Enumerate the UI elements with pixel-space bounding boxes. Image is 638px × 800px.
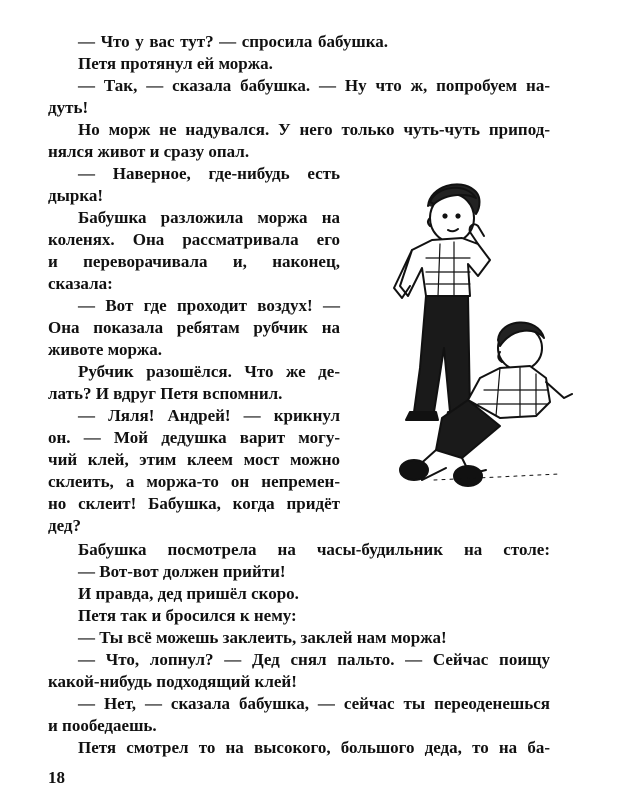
text-line: Она показала ребятам рубчик на	[48, 318, 340, 337]
text-line: Петя так и бросился к нему:	[78, 606, 297, 625]
illustration-two-boys	[350, 168, 590, 498]
text-line: он. — Мой дедушка варит могу-	[48, 428, 340, 447]
text-line: и переворачивала и, наконец,	[48, 252, 340, 271]
text-line: коленях. Она рассматривала его	[48, 230, 340, 249]
text-line: Бабушка разложила моржа на	[78, 208, 340, 227]
text-line: чий клей, этим клеем мост можно	[48, 450, 340, 469]
text-line: дед?	[48, 516, 82, 535]
text-line: склеить, а моржа-то он непремен-	[48, 472, 340, 491]
text-line: Но морж не надувался. У него только чуть-чуть припод-	[78, 120, 550, 139]
text-line: Рубчик разошёлся. Что же де-	[78, 362, 340, 381]
text-line: Петя смотрел то на высокого, большого деда, то на ба-	[78, 738, 550, 757]
text-line: — Нет, — сказала бабушка, — сейчас ты переоденешься	[78, 694, 550, 713]
text-line: — Вот где проходит воздух! —	[78, 296, 340, 315]
text-line: нялся живот и сразу опал.	[48, 142, 250, 161]
text-line: Петя протянул ей моржа.	[78, 54, 273, 73]
text-line: — Наверное, где-нибудь есть	[78, 164, 340, 183]
text-line: но склеит! Бабушка, когда придёт	[48, 494, 340, 513]
text-line: какой-нибудь подходящий клей!	[48, 672, 297, 691]
text-line: — Вот-вот должен прийти!	[78, 562, 286, 581]
text-line: и пообедаешь.	[48, 716, 157, 735]
text-line: И правда, дед пришёл скоро.	[78, 584, 299, 603]
text-line: — Ляля! Андрей! — крикнул	[78, 406, 340, 425]
text-line: — Так, — сказала бабушка. — Ну что ж, попробуем на-	[78, 76, 550, 95]
text-line: сказала:	[48, 274, 113, 293]
text-line: животе моржа.	[48, 340, 162, 359]
text-line: дырка!	[48, 186, 104, 205]
text-line: — Что, лопнул? — Дед снял пальто. — Сейчас поищу	[78, 650, 550, 669]
text-line: лать? И вдруг Петя вспомнил.	[48, 384, 283, 403]
page-number: 18	[48, 768, 65, 787]
text-line: дуть!	[48, 98, 89, 117]
text-line: Бабушка посмотрела на часы-будильник на столе:	[78, 540, 550, 559]
text-line: — Что у вас тут? — спросила бабушка.	[78, 32, 388, 51]
text-line: — Ты всё можешь заклеить, заклей нам моржа!	[78, 628, 447, 647]
